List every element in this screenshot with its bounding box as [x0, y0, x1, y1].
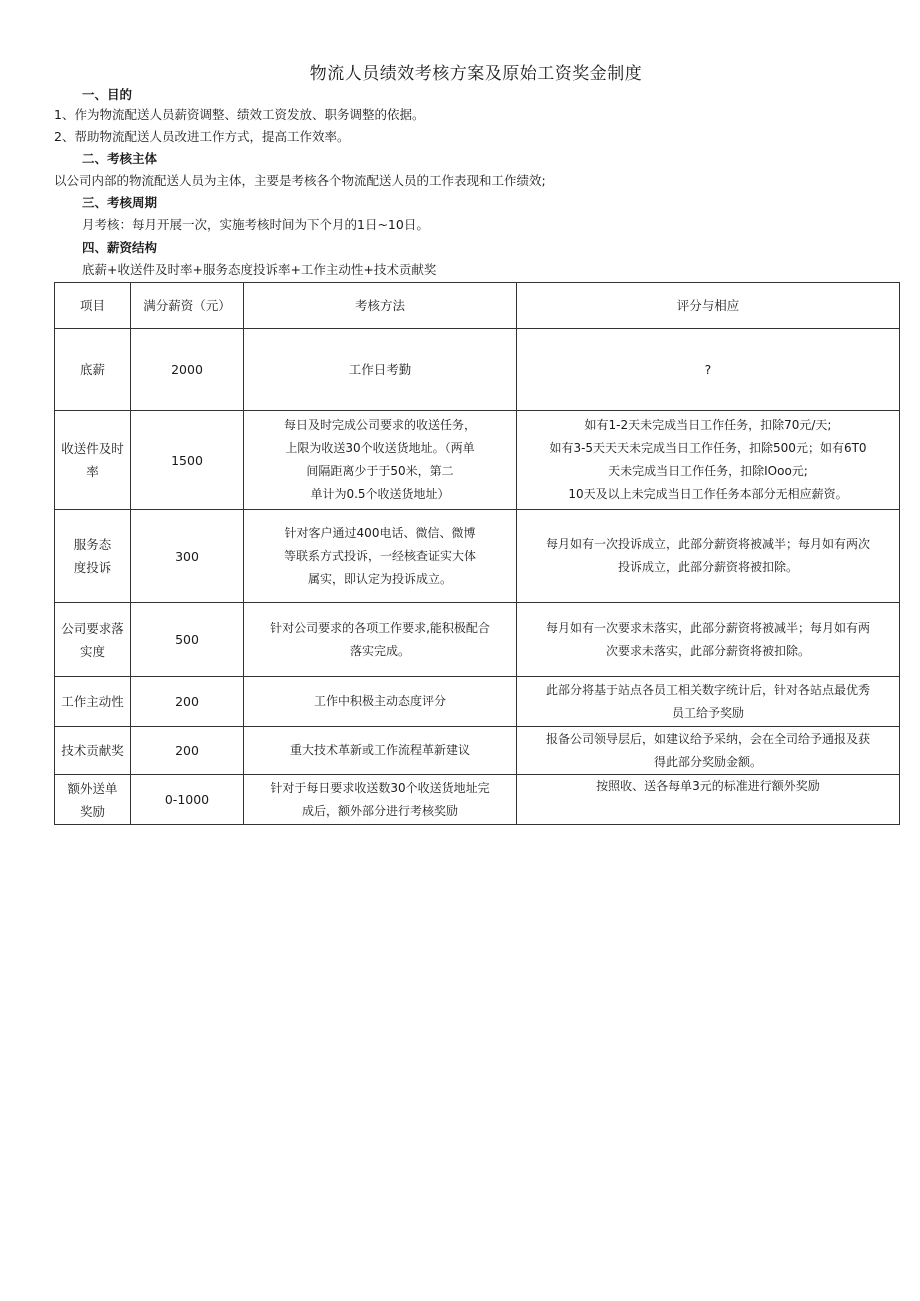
table-row: [55, 411, 900, 510]
subject-heading: 二、考核主体: [82, 151, 158, 166]
amount-cell: 500: [131, 603, 244, 677]
salary-structure-text: 底薪+收送件及时率+服务态度投诉率+工作主动性+技术贡献奖: [82, 262, 437, 277]
scoring-cell: [517, 603, 900, 677]
scoring-line: 得此部分奖励金额。: [653, 754, 762, 769]
scoring-cell: [517, 677, 900, 727]
item-cell: [55, 677, 131, 727]
item-line: 率: [86, 464, 99, 479]
amount-cell: 2000: [131, 329, 244, 411]
table-row: [55, 727, 900, 775]
header-amount: 满分薪资（元）: [131, 283, 244, 329]
method-line: 针对于每日要求收送数30个收送货地址完: [270, 780, 490, 795]
method-cell: [244, 329, 517, 411]
table-row: [55, 329, 900, 411]
item-line: 额外送单: [67, 780, 118, 796]
method-line: 成后，额外部分进行考核奖励: [301, 803, 458, 818]
scoring-line: 投诉成立，此部分薪资将被扣除。: [617, 560, 798, 574]
scoring-line: ?: [704, 362, 712, 377]
scoring-line: 每月如有一次投诉成立，此部分薪资将被减半；每月如有两次: [545, 537, 870, 551]
scoring-line: 报备公司领导层后，如建议给予采纳，会在全司给予通报及获: [545, 731, 870, 746]
item-cell: [55, 603, 131, 677]
item-cell: [55, 329, 131, 411]
method-line: 重大技术革新或工作流程革新建议: [289, 743, 470, 757]
purpose-heading: 一、目的: [82, 87, 133, 102]
scoring-line: 10天及以上未完成当日工作任务本部分无相应薪资。: [568, 487, 848, 501]
method-cell: [244, 775, 517, 825]
scoring-line: 每月如有一次要求未落实，此部分薪资将被减半；每月如有两: [545, 620, 870, 635]
method-line: 单计为0.5个收送货地址）: [310, 487, 450, 501]
salary-table: [54, 282, 900, 825]
purpose-item-1: 1、作为物流配送人员薪资调整、绩效工资发放、职务调整的依据。: [54, 107, 425, 122]
method-line: 每日及时完成公司要求的收送任务，: [283, 418, 476, 432]
method-cell: [244, 510, 517, 603]
item-line: 度投诉: [73, 560, 112, 575]
scoring-cell: [517, 775, 900, 825]
scoring-line: 次要求未落实，此部分薪资将被扣除。: [605, 643, 810, 658]
scoring-line: 如有1-2天未完成当日工作任务，扣除70元/天;: [584, 418, 832, 432]
method-line: 落实完成。: [349, 643, 410, 658]
method-cell: [244, 411, 517, 510]
amount-cell: 1500: [131, 411, 244, 510]
method-cell: [244, 677, 517, 727]
scoring-line: 按照收、送各每单3元的标准进行额外奖励: [596, 779, 820, 793]
scoring-cell: [517, 510, 900, 603]
period-heading: 三、考核周期: [82, 195, 158, 210]
method-line: 针对公司要求的各项工作要求,能积极配合: [270, 620, 490, 635]
scoring-cell: [517, 329, 900, 411]
item-line: 底薪: [79, 362, 105, 377]
item-cell: [55, 727, 131, 775]
table-row: [55, 677, 900, 727]
item-line: 收送件及时: [61, 441, 124, 456]
salary-heading: 四、薪资结构: [82, 240, 158, 255]
item-line: 技术贡献奖: [61, 743, 124, 758]
table-row: [55, 603, 900, 677]
scoring-line: 员工给予奖励: [671, 705, 744, 720]
table-row: [55, 510, 900, 603]
method-line: 工作日考勤: [348, 362, 412, 377]
document-title: 物流人员绩效考核方案及原始工资奖金制度: [309, 64, 643, 84]
table-header-row: [55, 283, 900, 329]
item-line: 实度: [79, 643, 105, 659]
item-line: 工作主动性: [61, 694, 124, 709]
method-cell: [244, 727, 517, 775]
amount-cell: 200: [131, 677, 244, 727]
item-cell: [55, 411, 131, 510]
item-line: 公司要求落: [61, 620, 124, 636]
method-cell: [244, 603, 517, 677]
method-line: 上限为收送30个收送货地址。（两单: [285, 441, 475, 455]
table-row: [55, 775, 900, 825]
scoring-cell: [517, 727, 900, 775]
amount-cell: 200: [131, 727, 244, 775]
method-line: 属实，即认定为投诉成立。: [307, 571, 452, 586]
method-line: 等联系方式投诉，一经核查证实大体: [283, 548, 476, 563]
amount-cell: 0-1000: [131, 775, 244, 825]
header-item: 项目: [55, 283, 131, 329]
scoring-line: 天未完成当日工作任务，扣除IOoo元;: [608, 464, 808, 478]
item-cell: [55, 775, 131, 825]
method-line: 针对客户通过400电话、微信、微博: [284, 525, 476, 540]
item-line: 服务态: [73, 537, 112, 552]
scoring-line: 如有3-5天天天未完成当日工作任务，扣除500元；如有6T0: [549, 441, 867, 455]
method-line: 工作中积极主动态度评分: [313, 694, 446, 708]
period-text: 月考核：每月开展一次，实施考核时间为下个月的1日~10日。: [82, 217, 429, 232]
item-cell: [55, 510, 131, 603]
purpose-item-2: 2、帮助物流配送人员改进工作方式，提高工作效率。: [54, 129, 350, 144]
item-line: 奖励: [79, 803, 105, 819]
scoring-line: 此部分将基于站点各员工相关数字统计后，针对各站点最优秀: [545, 682, 870, 697]
header-scoring: 评分与相应: [517, 283, 900, 329]
method-line: 间隔距离少于于50米，第二: [306, 464, 454, 478]
header-method: 考核方法: [244, 283, 517, 329]
scoring-cell: [517, 411, 900, 510]
amount-cell: 300: [131, 510, 244, 603]
subject-text: 以公司内部的物流配送人员为主体，主要是考核各个物流配送人员的工作表现和工作绩效;: [54, 173, 546, 188]
